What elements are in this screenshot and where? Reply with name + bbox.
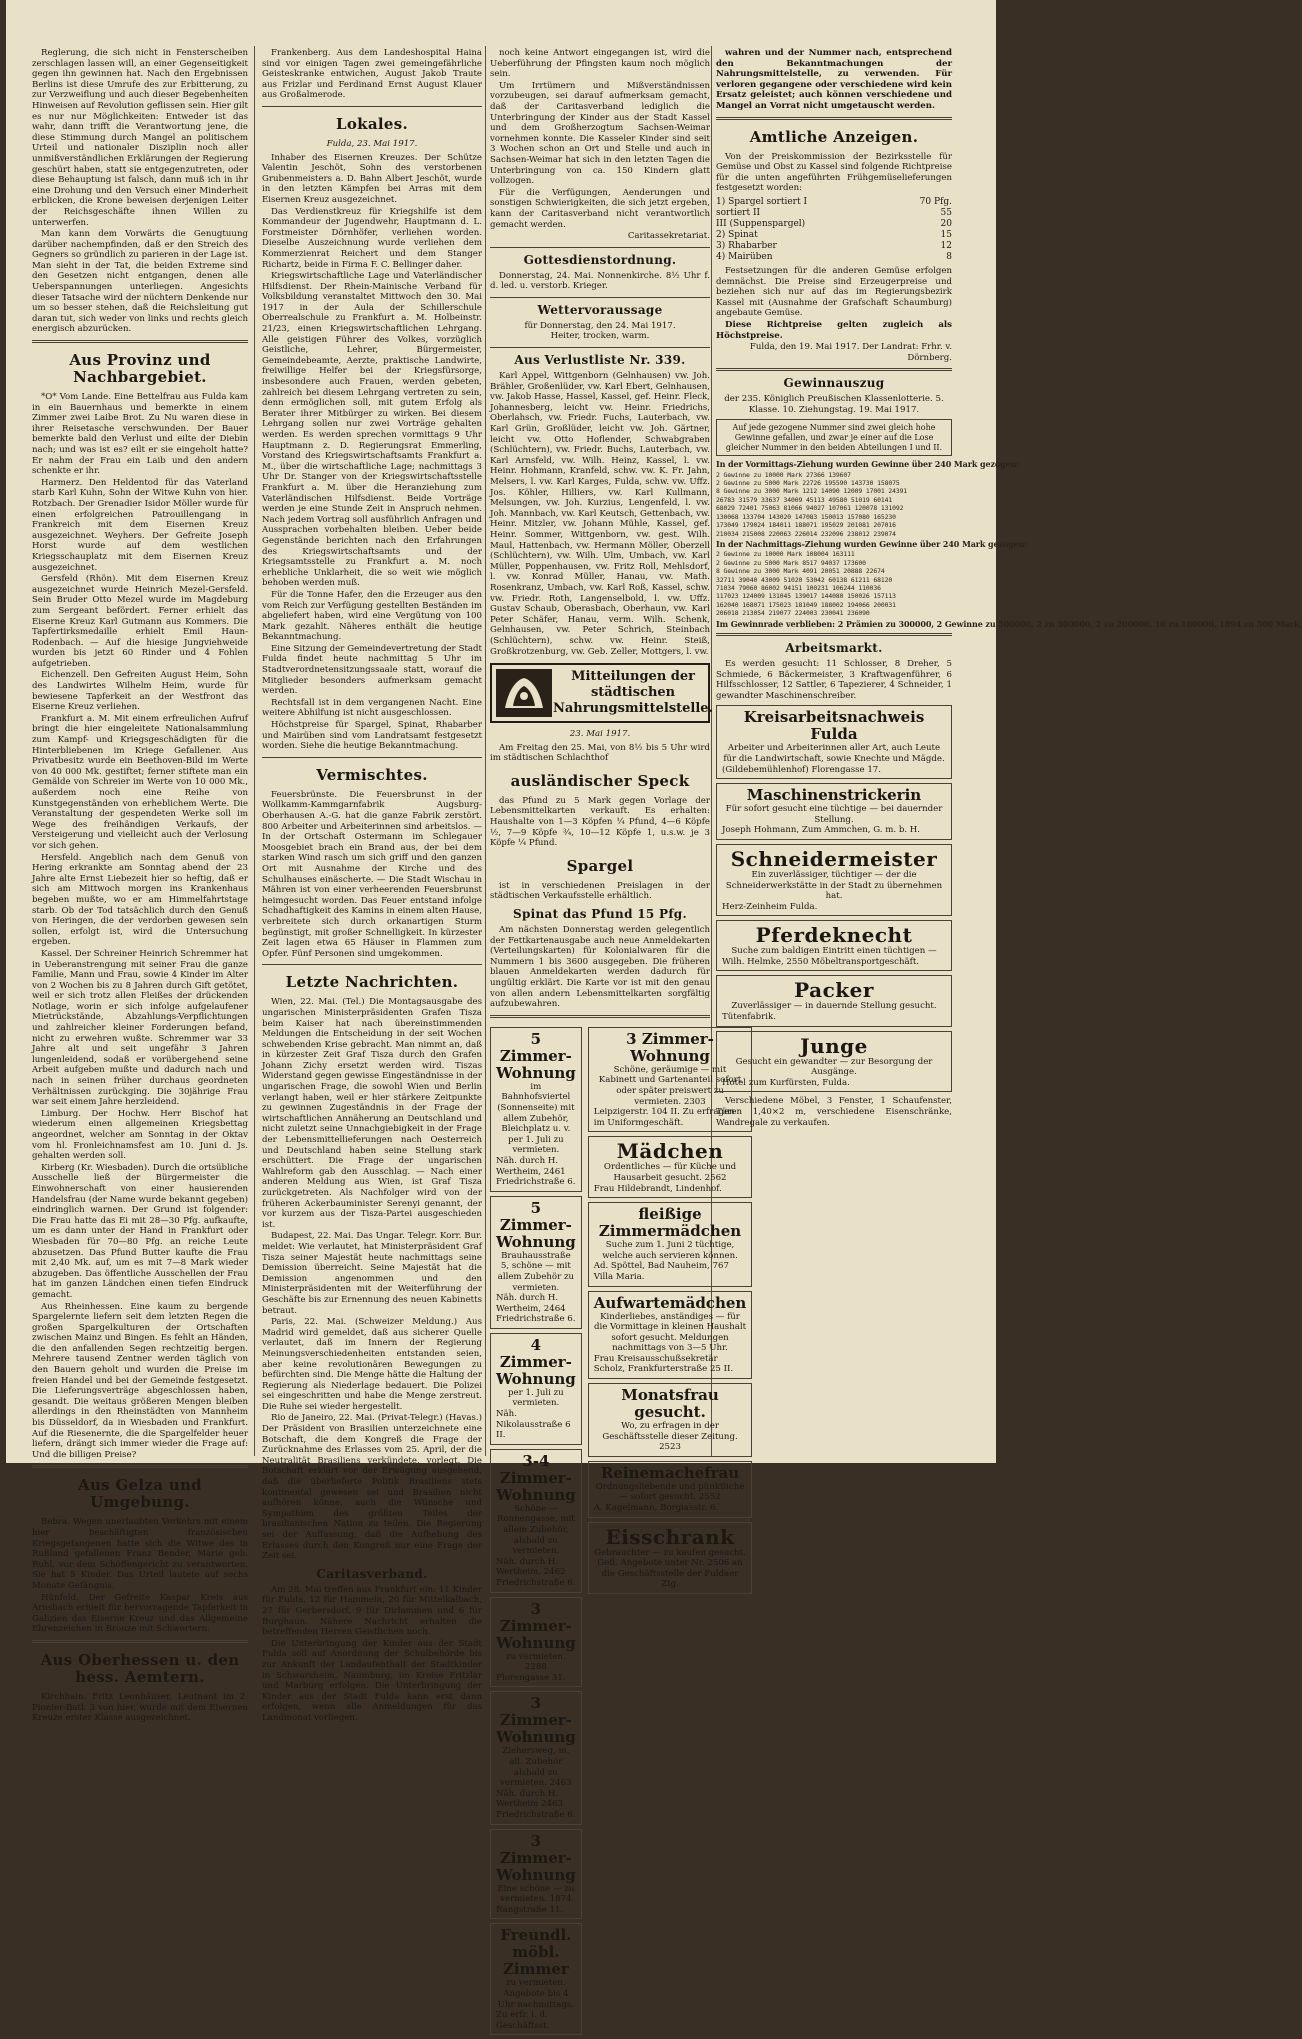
section-heading: Aus Verlustliste Nr. 339. (514, 353, 686, 368)
article-paragraph: Wien, 22. Mai. (Tel.) Die Montagsausgabe des ungarischen Ministerpräsidenten Grafen Tisza beim Kaiser hat nach übereinstimmenden Meldungen die Entscheidung in der seit Wochen schwebenden Krise gebracht. Man nimmt an, daß in kürzester Zeit Graf Tisza durch den Grafen Johann Zichy ersetzt werden wird. Tiszas Widerstand gegen gewisse Eingeständnisse in der ungarischen Frage, die sowohl Wien und Berlin verlangt haben, weil er hier stärkere Zeitpunkte zu gewinnen Zugeständnis in der Frage der wirtschaftlichen Annäherung an Deutschland und nicht zuletzt seine Unnachgiebigkeit in der Frage der Lebensmittellieferungen nach Oesterreich und Deutschland haben seine Stellung stark erschüttert. Die Frage der ungarischen Wahlreform gab den Ausschlag. — Nach einer anderen Meldung aus Wien, ist Graf Tisza zurückgetreten. Als Nachfolger wird von der früheren Ackerbauminister Serenyi genannt, der vor kurzem aus der Tisza-Partei ausgeschieden ist. (262, 997, 482, 1230)
classified-ad (490, 1196, 582, 1329)
classified-ad (490, 1027, 582, 1192)
article-paragraph: Festsetzungen für die anderen Gemüse erfolgen demnächst. Die Preise sind Erzeugerpreise und beziehen sich nur auf das im Regierungsbezirk Kassel mit (Ausnahme der Grafschaft Schaumburg) angebaute Gemüse. (716, 265, 952, 319)
divider (490, 1015, 710, 1018)
article-paragraph: Rechtsfall ist in dem vergangenen Nacht. Eine weitere Abhilfung ist nicht ausgeschlossen. (262, 697, 482, 719)
price-value: 55 (940, 207, 952, 218)
lottery-row: 2 Gewinne zu 5000 Mark 22726 195590 143730 158075 (716, 479, 900, 488)
section-heading: Aus Gelza und Umgebung. (78, 1476, 202, 1512)
ad-body: Ordentliches — für Küche und Hausarbeit gesucht. 2562 (603, 1162, 737, 1183)
lottery-row: 173049 179024 184011 188071 195029 201081 207016 (716, 521, 896, 530)
article-paragraph: Limburg. Der Hochw. Herr Bischof hat wiederum einen allgemeinen Kriegsbettag angeordnet, welcher am Sonntag in der Oktav vom hl. Fronleichnamsfest am 10. Juni d. Js. gehalten werden soll. (32, 1108, 248, 1162)
section-heading: Caritasverband. (316, 1566, 428, 1581)
ad-title: 5 Zimmer-Wohnung (496, 1198, 576, 1251)
article-paragraph: Kirchhain. Fritz Leonhäuser, Leutnant im 2. Pionier-Batl. 3 von hier, wurde mit dem Eisernen Kreuze erster Klasse ausgezeichnet. (32, 1691, 248, 1724)
ad-address: Joseph Hohmann, Zum Ammchen, G. m. b. H. (722, 825, 921, 836)
classified-ad (490, 1333, 582, 1445)
section-heading: Wettervoraussage (537, 302, 663, 317)
article-paragraph: Diese Richtpreise gelten zugleich als Höchstpreise. (716, 319, 952, 341)
price-row (716, 219, 952, 230)
article-paragraph: Feuersbrünste. Die Feuersbrunst in der Wollkamm-Kammgarnfabrik Augsburg-Oberhausen A.-G. hat die ganze Fabrik zerstört. 800 Arbeiter und Arbeiterinnen sind arbeitslos. — In der Ortschaft Ostermann im Schlegauer Moosgebiet brach ein Brand aus, der bei dem starken Wind rasch um sich griff und den ganzen Ort mit Ausnahme der Kirche und des Schulhauses einäscherte. — Die Stadt Wischau in Mähren ist von einer verheerenden Feuersbrunst heimgesucht worden. Das Feuer entstand infolge Schadhaftigkeit des Kamins in einem alten Hause, verbreitete sich durch orkanartigen Sturm begünstigt, mit großer Schnelligkeit. In kürzester Zeit lagen etwa 65 Häuser in Flammen zum Opfer. Fünf Personen sind umgekommen. (262, 789, 482, 959)
lottery-row: 32711 39040 43009 51020 53042 60138 61211 68120 (716, 575, 893, 584)
lottery-row: 162040 168071 175023 181049 188002 194066 200031 (716, 600, 896, 609)
lottery-row: 2 Gewinne zu 10000 Mark 27366 139607 (716, 470, 851, 479)
price-row (716, 208, 952, 219)
classified-ad (490, 1597, 582, 1688)
ad-address: Näh. durch H. Wertheim, 2464 Friedrichstraße 6. (496, 1293, 576, 1325)
column-1 (32, 48, 248, 1724)
ad-title: 4 Zimmer-Wohnung (496, 1335, 576, 1388)
ad-title: Monatsfrau gesucht. (621, 1386, 719, 1422)
forecast-text: Heiter, trocken, warm. (550, 331, 650, 342)
ad-body: Gesucht ein gewandter — zur Besorgung der Ausgänge. (735, 1056, 933, 1078)
ad-body: Schöne — Ronnengasse, mit allem Zubehör, alsbald zu vermieten. (497, 1503, 575, 1557)
ad-body: Eine schöne — zu vermieten. 1874 (497, 1883, 575, 1905)
ad-body: Ziehersweg, m. all. Zubehör alsbald zu vermieten. 2463 (500, 1746, 572, 1789)
price-value: 15 (940, 229, 952, 240)
article-paragraph: Inhaber des Eisernen Kreuzes. Der Schütze Valentin Jeschöt, Sohn des verstorbenen Grubenmeisters a. D. Bahn Albert Jeschöt, wurde in den letzten Kämpfen bei Arras mit dem Eisernen Kreuz ausgezeichnet. (262, 152, 482, 205)
signature: Fulda, den 19. Mai 1917. Der Landrat: Frhr. v. Dörnberg. (749, 342, 952, 363)
article-paragraph: Eichenzell. Den Gefreiten August Heim, Sohn des Landwirtes Wilhelm Heim, wurde für bewiesene Tapferkeit an der Westfront das Eiserne Kreuz verliehen. (32, 670, 248, 713)
article-paragraph: Verschiedene Möbel, 3 Fenster, 1 Schaufenster, Türen 1,40×2 m, verschiedene Eisenschränke, Wandregale zu verkaufen. (716, 1096, 952, 1128)
ad-body: im Bahnhofsviertel (Sonnenseite) mit allem Zubehör, Bleichplatz u. v. per 1. Juli zu vermieten. (497, 1081, 575, 1156)
ad-title: Schneidermeister (730, 846, 938, 871)
classified-area (490, 1023, 747, 2039)
ad-address: Frau Kreisausschußsekretär Scholz, Frankfurterstraße 25 II. (593, 1353, 734, 1375)
divider (32, 1640, 248, 1643)
section-heading: Vermischtes. (316, 765, 428, 784)
article-paragraph: Reglerung, die sich nicht in Fensterscheiben zerschlagen lassen will, an einer Gegenseitigkeit gegen ihn gewinnen hat. Nach den Ergebnissen Berlins ist diese Umrufe des zur Erbitterung, zu zur Verzweiflung und auch dieser Begebenheiten Hinweisen auf Revolution geflissen sein. Hier gilt es nur nur Möglichkeiten: Entweder ist das wahr, dann trifft die Verantwortung jene, die diese Stimmung durch Mangel an politischem Urteil und nationaler Disziplin noch aller unmißverständlichen Erklärungen der Regierung geschürt haben, statt sie entgegenzutreten, oder diese Behauptung ist falsch, dann muß ich in ihr eine Drohung und den Versuch einer Minderheit erblicken, die Krone beweisen derjenigen Leiter der Reichsgeschäfte ihnen Willen zu unterwerfen. (32, 48, 248, 228)
section-heading: Lokales. (336, 114, 408, 133)
ad-title: Freundl. möbl. Zimmer (500, 1926, 572, 1979)
lottery-row: 2 Gewinne zu 5000 Mark 8517 94037 173600 (716, 558, 866, 567)
article-paragraph: Kirberg (Kr. Wiesbaden). Durch die ortsübliche Ausschelle ließ der Bürgermeister die Einwohnerschaft von einer hausierenden Handelsfrau (der Name wurde bekannt gegeben) eindringlich warnen. Der Grund ist folgender: Die Frau hatte das Ei mit 28—30 Pfg. aufkaufte, um es dann unter der Hand in Frankfurt oder Wiesbaden für 70—80 Pfg. an reiche Leute abzusetzen. Das Pfund Butter kaufte die Frau mit 2,40 Mk. auf, um es mit 7—8 Mark wieder abzugeben. Das öffentliche Ausschellen der Frau hat im ganzen Ländchen einen tiefen Eindruck gemacht. (32, 1162, 248, 1300)
lottery-row: 26783 31579 33637 34009 45113 49580 51019 60141 (716, 495, 893, 504)
price-label: 1) Spargel sortiert I (716, 196, 808, 207)
ad-body: Für sofort gesucht eine tüchtige — bei dauernder Stellung. (725, 804, 943, 825)
lottery-row: 8 Gewinne zu 3000 Mark 1212 14090 12009 17001 24391 (716, 487, 908, 496)
divider (490, 247, 710, 248)
ad-title: 3 Zimmer-Wohnung (496, 1831, 576, 1884)
price-row (716, 197, 952, 208)
ad-body: Wo, zu erfragen in der Geschäftsstelle dieser Zeitung. 2523 (602, 1421, 738, 1453)
article-paragraph: Paris, 22. Mai. (Schweizer Meldung.) Aus Madrid wird gemeldet, daß aus sicherer Quelle verlautet, daß im Innern der Regierung Meinungsverschiedenheiten entstanden seien, aber keine revolutionären Bewegungen zu befürchten sind. Die Menge hätte die Haltung der Regierung als Niederlage bedauert. Die Polizei sei eingeschritten und habe die Menge zerstreut. Die Ruhe sei wieder hergestellt. (262, 1317, 482, 1412)
price-label: 2) Spinat (716, 229, 758, 240)
ad-address: Ad. Spöttel, Bad Nauheim, 767 Villa Maria. (593, 1261, 729, 1282)
article-paragraph: noch keine Antwort eingegangen ist, wird die Ueberführung der Pfingsten kaum noch möglich sein. (490, 48, 710, 80)
article-paragraph: Für die Tonne Hafer, den die Erzeuger aus den vom Reich zur Verfügung gestellten Beständen im abgeliefert haben, wird eine Vergütung von 100 Mark gezahlt. Näheres enthält die heutige Bekanntmachung. (262, 589, 482, 643)
divider (262, 106, 482, 107)
ad-body: zu vermieten. 2288 (506, 1651, 566, 1673)
lottery-footer: Im Gewinnrade verblieben: 2 Prämien zu 300000, 2 Gewinne zu 500000, 2 zu 300000, 2 zu 200000, 10 zu 100000, 1894 zu 500 Mark. (716, 618, 1302, 629)
classified-ad (588, 1522, 753, 1594)
article-paragraph: Kassel. Der Schreiner Heinrich Schremmer hat in Ueberanstrengung mit seiner Frau die ganze Familie, Mann und Frau, sowie 4 Kinder im Alter von 2 Wochen bis zu 8 Jahren durch Gift getötet, weil er sich trotz allen Fleißes der drückenden Notlage, worin er sich infolge aufgelaufener Mietrückstände, Abzahlungs-Verpflichtungen und zahlreicher kleiner Forderungen befand, nicht zu erwehren wußte. Schremmer war 33 Jahre alt und seit ungefähr 3 Jahren lungenleidend, sodaß er vorübergehend seine Arbeit aufgeben mußte und dadurch nach und nach in seinen früher durchaus geordneten Verhältnissen zurückging. Die 30jährige Frau war seit einem Jahre herzleidend. (32, 948, 248, 1108)
lottery-row: 71034 79060 86002 94151 100231 106244 110036 (716, 583, 881, 592)
classified-ad (716, 1031, 952, 1093)
lottery-notice: Auf jede gezogene Nummer sind zwei gleich hohe Gewinne gefallen, und zwar je einer auf die Lose gleicher Nummer in den beiden Abteilungen I und II. (716, 419, 952, 456)
column-2 (262, 48, 482, 1723)
classified-ad (490, 1923, 582, 2035)
ad-title: Pferdeknecht (755, 923, 913, 948)
classified-ad (490, 1449, 582, 1593)
classified-ad (490, 1691, 582, 1824)
ad-address: Rangstraße 11. (496, 1904, 564, 1915)
classified-ad (716, 705, 952, 779)
article-paragraph: Aus Rheinhessen. Eine kaum zu bergende Spargelernte liefern seit dem letzten Regen die großen Spargelkulturen der Ortschaften zwischen Mainz und Bingen. Es fehlt an Händen, die den anfallenden Segen rechtzeitig bergen. Mehrere tausend Zentner werden täglich von den Bauern geholt und wurden die Preise im freien Handel und bei der Gemeinde festgesetzt. Die Lieferungsverträge abgeschlossen haben, gesandt. Die weitaus größeren Mengen bleiben allerdings in den Rheinstädten von Mannheim bis Düsseldorf, da in Wiesbaden und Frankfurt. Auf die Riesenernte, die die Spargelfelder heuer liefern, drängt sich immer wieder die Frage auf: Und die billigen Preise? (32, 1301, 248, 1460)
divider (490, 297, 710, 298)
lottery-subtitle: der 235. Königlich Preußischen Klassenlotterie. 5. Klasse. 10. Ziehungstag. 19. Mai 1917. (724, 394, 944, 415)
lottery-row: 2 Gewinne zu 10000 Mark 108004 163111 (716, 550, 855, 559)
ad-title: fleißige Zimmermädchen (598, 1205, 742, 1241)
ad-address: Florengasse 31. (496, 1672, 566, 1683)
ad-body: per 1. Juli zu vermieten. (508, 1387, 564, 1409)
section-heading: Letzte Nachrichten. (285, 973, 459, 992)
forecast-date: für Donnerstag, den 24. Mai 1917. (524, 320, 676, 331)
ad-title: Maschinenstrickerin (746, 786, 922, 805)
product-heading: Spargel (566, 856, 634, 875)
ad-body: Ein zuverlässiger, tüchtiger — der die Schneiderwerkstätte in der Stadt zu übernehmen hat. (725, 869, 943, 902)
notice-header (490, 663, 714, 723)
ad-title: 3-4 Zimmer-Wohnung (496, 1451, 576, 1504)
article-paragraph: Für die Verfügungen, Aenderungen und sonstigen Schwierigkeiten, die sich jetzt ergeben, kann der Caritasverband nicht verantwortlich gemacht werden. (490, 187, 710, 230)
article-paragraph: *O* Vom Lande. Eine Bettelfrau aus Fulda kam in ein Bauernhaus und bemerkte in einem Zimmer zwei Laibe Brot. Zu Nu waren diese in ihrer Reisetasche verschwunden. Der Bauer bemerkte bald den Verlust und eilte der Diebin nach; und was ist es? eilt er sie eingeholt hatte? Er nahm der Frau ein Laib und den andern schenkte er ihr. (32, 392, 248, 477)
article-paragraph: Das Verdienstkreuz für Kriegshilfe ist dem Kommandeur der Jugendwehr, Hauptmann d. L. Forstmeister Dörnhöfer, verliehen worden. Dieselbe Auszeichnung wurde verliehen dem Kommerzienrat Reichert und dem Stanger Richartz, beide in Firma F. C. Bellinger daher. (262, 206, 482, 270)
ad-body: Kinderliebes, anständiges — für die Vormittage in kleinen Haushalt sofort gesucht. Meldungen nachmittags von 3—5 Uhr. (593, 1311, 747, 1354)
price-value: 70 Pfg. (919, 196, 952, 207)
newspaper-page (6, 0, 1302, 2031)
lottery-row: 117023 124009 131045 139017 144080 150026 157113 (716, 592, 896, 601)
ad-body: zu vermieten. Angebote bis 4 Uhr nachmittags. (497, 1978, 574, 2010)
article-paragraph: Am nächsten Donnerstag werden gelegentlich der Fettkartenausgabe auch neue Anmeldekarten (Verteilungskarten) für Kolonialwaren für die Nummern 1 bis 3600 ausgegeben. Die früheren blauen Anmeldekarten werden dadurch für ungültig erklärt. Die Karte vor ist mit den genau von allen andern Lebensmittelkarten sorgfältig aufzubewahren. (490, 925, 710, 1010)
dateline: 23. Mai 1917. (569, 729, 631, 740)
ad-address: Frau Hildebrandt, Lindenhof. (593, 1183, 722, 1194)
ad-address: (Gildebemühlenhof) Florengasse 17. (722, 764, 881, 775)
lottery-row: 206018 213054 219077 224003 230041 236090 (716, 609, 870, 618)
lottery-row: 8 Gewinne zu 3000 Mark 4091 20051 20888 22674 (716, 567, 885, 576)
classified-ad (716, 975, 952, 1026)
column-rule (254, 46, 255, 1456)
article-paragraph: Es werden gesucht: 11 Schlosser, 8 Dreher, 5 Schmiede, 6 Bäckermeister, 3 Kraftwagenführer, 6 Hilfsschlosser, 12 Sattler, 6 Tapezierer, 4 Schneider, 1 gewandter Maschinenschreiber. (716, 658, 952, 701)
city-emblem-icon (495, 668, 553, 718)
article-paragraph: Kriegswirtschaftliche Lage und Vaterländischer Hilfsdienst. Der Rhein-Mainische Verband für Volksbildung veranstaltet Mittwoch den 30. Mai 1917 in der Aula der Schillerschule Oberrealschule zu Frankfurt a. M. Holbeinstr. 21/23, einen Kriegswirtschaftlichen Lehrgang. Alle geistigen Führer des Volkes, vorzüglich Geistliche, Lehrer, Bürgermeister, Gemeindebeamte, Aerzte, praktische Landwirte, freiwillige Helfer bei der Kriegsfürsorge, insbesondere auch Frauen, werden gebeten, zahlreich bei diesem Lehrgang vertreten zu sein, denn ermöglichen soll, mit gutem Erfolg als Berater ihrer Mitbürger zu wirken. Bei diesem Lehrgang sollen nur zwei Vorträge gehalten werden. Es werden sprechen vormittags 9 Uhr Hauptmann z. D. Regierungsrat Emmerling, Vorstand des Kriegswirtschaftsamts Frankfurt a. M., über die wirtschaftliche Lage; nachmittags 3 Uhr Dr. Stanger von der Kriegswirtschaftsstelle Frankfurt a. M. über die Heranziehung zum Vaterländischen Hilfsdienst. Beide Vorträge werden je eine Stunde Zeit in Anspruch nehmen. Nach jedem Vortrag soll ausführlich Anfragen und Aussprachen vorbehalten bleiben. Ueber beide Gegenstände berichten nach den Erfahrungen des Kriegswirtschaftsamts und der Kriegsamtsstelle zu Frankfurt a. M. noch erhebliche Unklarheit, die so weit wie möglich behoben werden muß. (262, 271, 482, 589)
article-paragraph: Hünfeld. Der Gefreite Kaspar Kreis aus Arnsbach erhielt für hervorragende Tapferkeit in Galizien das Eiserne Kreuz und das Allgemeine Ehrenzeichen in Bronze mit Schwertern. (32, 1592, 248, 1635)
product-heading: Spinat das Pfund 15 Pfg. (513, 907, 687, 922)
ad-address: A. Kagelmann, Borgiasstr. 6. (593, 1503, 719, 1514)
ad-title: Mädchen (616, 1139, 724, 1164)
divider (716, 633, 952, 636)
divider (32, 1465, 248, 1468)
lottery-subheading: In der Nachmittags-Ziehung wurden Gewinne über 240 Mark gezogen: (716, 538, 1028, 549)
article-paragraph: Am 28. Mai treffen aus Frankfurt ein: 11 Kinder für Fulda, 12 für Hammeln, 20 für Mittelkalbach, 27 für Gerbersdorf, 9 für Dirlammen und 6 für Burghaun. Nähere Nachricht erhalten die betreffenden Herren Geistlichen noch. (262, 1584, 482, 1638)
ad-address: Näh. durch H. Wertheim, 2462 Friedrichstraße 6. (496, 1556, 576, 1588)
lottery-subheading: In der Vormittags-Ziehung wurden Gewinne über 240 Mark gezogen: (716, 459, 1020, 470)
divider (716, 368, 952, 371)
ad-body: Zuverlässiger — in dauernde Stellung gesucht. (731, 1001, 937, 1012)
divider (262, 757, 482, 758)
ad-address: Näh. Nikolausstraße 6 II. (496, 1409, 571, 1441)
classified-ad (490, 1829, 582, 1920)
article-paragraph: ist in verschiedenen Preislagen in der städtischen Verkaufsstelle erhältlich. (490, 880, 710, 902)
ad-address: Zu erfr. i. d. Geschäftsst. (496, 2010, 550, 2031)
article-paragraph: Man kann dem Vorwärts die Genugtuung darüber nachempfinden, daß er den Streich des Gegners so gründlich zu parieren in der Lage ist. Man sieht in der Tat, die beiden Extreme sind den Gesetzen nicht entgangen, denen alle Ueberspannungen unterliegen. Angesichts dieser Tatsache wird der nüchtern Denkende nur um so besser stehen, daß die Reichsleitung gut daran tut, sich weder von links und rechts gleich energisch abzurücken. (32, 229, 248, 335)
ad-title: Kreisarbeitsnachweis Fulda (743, 708, 925, 744)
ad-body: Brauhausstraße 5, schöne — mit allem Zubehör zu vermieten. (497, 1250, 575, 1293)
ad-title: Junge (800, 1033, 868, 1058)
article-paragraph: Rio de Janeiro, 22. Mai. (Privat-Telegr.) (Havas.) Der Präsident von Brasilien unterzeichnete eine Botschaft, die dem Kongreß die Frage der Zurücknahme des Erlasses vom 25. April, der die Neutralität Brasiliens verkündete, vorlegt. Die Botschaft erklärt vor der Erwägung ausgehend, daß die überlieferte Politik Brasiliens stets kontinental gewesen sei und Brasilien nicht aufhören könne, auch die Wünsche und Sympathien des größten Teiles der brasilianischen Nation zu teilen. Die Regierung sei der Auffassung, daß die Aufhebung des Erlasses durch den Kongreß nur eine Frage der Zeit sei. (262, 1413, 482, 1562)
ad-address: Tütenfabrik. (722, 1012, 776, 1023)
section-heading: Gottesdienstordnung. (523, 252, 677, 267)
article-paragraph: Budapest, 22. Mai. Das Ungar. Telegr. Korr. Bur. meldet: Wie verlautet, hat Ministerpräsident Graf Tisza seiner Majestät heute nachmittags seine Demission überreicht. Seine Majestät hat die Demission angenommen und den Ministerpräsidenten mit der Weiterführung der Geschäfte bis zur Ernennung des neuen Kabinetts betraut. (262, 1231, 482, 1316)
article-paragraph: Die Unterbringung der Kinder aus der Stadt Fulda soll auf Anordnung der Schulbehörde bis zur Ankunft der Landaufenthalt der Stadtkinder in Schwarzheim, Naumburg, im Kreise Fritzlar und Marburg erfolgen. Die Unterbringung der Kinder aus der Stadt Fulda kann erst dann erfolgen, wenn alle Anmeldungen für das Landmonat vorliegen. (262, 1638, 482, 1723)
ad-title: Packer (794, 978, 874, 1003)
article-paragraph: Von der Preiskommission der Bezirksstelle für Gemüse und Obst zu Kassel sind folgende Richtpreise für die unten angeführten Frühgemüselieferungen festgesetzt worden: (716, 151, 952, 194)
price-label: sortiert II (716, 207, 761, 218)
article-paragraph: Harmerz. Den Heldentod für das Vaterland starb Karl Kuhn, Sohn der Witwe Kuhn von hier. Rotzbach. Der Grenadier Isidor Möller wurde für einen erfolgreichen Patrouillengang in Frankreich mit dem Eisernen Kreuz ausgezeichnet. Weyhers. Der Gefreite Joseph Horst wurde auf dem westlichen Kriegsschauplatz mit dem Eisernen Kreuz ausgezeichnet. (32, 477, 248, 573)
article-paragraph: Hersfeld. Angeblich nach dem Genuß von Hering erkrankte am Sonntag abend der 23 Jahre alte Ernst Liebezeit hier so heftig, daß er sich am Mittwoch morgen ins Krankenhaus begeben mußte, wo er am Himmelfahrtstage starb. Ob der Tod tatsächlich durch den Genuß von Heringen, die der verdorben gewesen sein sollen, erfolgt ist, wird die Untersuchung ergeben. (32, 852, 248, 948)
divider (716, 117, 952, 120)
ad-body: Suche zum baldigen Eintritt einen tüchtigen — (731, 946, 937, 957)
ad-body: Ordnungsliebende und pünktliche — sofort gesucht. 2552 (595, 1481, 745, 1503)
ad-address: Näh. durch H. Wertheim 2463 Friedrichstraße 6. (496, 1788, 576, 1820)
article-paragraph: Am Freitag den 25. Mai, von 8½ bis 5 Uhr wird im städtischen Schlachthof (490, 742, 710, 764)
price-row (716, 230, 952, 241)
ad-title: 3 Zimmer-Wohnung (496, 1694, 576, 1747)
ad-address: Wilh. Helmke, 2550 Möbeltransportgeschäft. (722, 956, 920, 967)
section-heading: Amtliche Anzeigen. (749, 127, 919, 146)
article-paragraph: Um Irrtümern und Mißverständnissen vorzubeugen, sei darauf aufmerksam gemacht, daß der Caritasverband lediglich die Unterbringung der Kinder aus der Stadt Kassel und dem Großherzogtum Sachsen-Weimar vornehmen konnte. Die Kasseler Kinder sind seit 3 Wochen schon an Ort und Stelle und auch in Sachsen-Weimar hat sich in den letzten Tagen die Unterbringung von ca. 150 Kindern glatt vollzogen. (490, 80, 710, 187)
ad-title: Reinemachefrau (600, 1463, 740, 1482)
product-heading: ausländischer Speck (510, 771, 690, 790)
price-table (716, 197, 952, 263)
article-paragraph: Eine Sitzung der Gemeindevertretung der Stadt Fulda findet heute nachmittag 5 Uhr im Stadtverordnetensitzungssaale statt, worauf die Mitglieder besonders aufmerksam gemacht werden. (262, 643, 482, 697)
article-paragraph: Höchstpreise für Spargel, Spinat, Rhabarber und Mairüben sind vom Landratsamt festgesetzt worden. Siehe die heutige Bekanntmachung. (262, 720, 482, 752)
ad-title: 3 Zimmer-Wohnung (496, 1599, 576, 1652)
price-value: 20 (940, 218, 952, 229)
ad-address: Herz-Zeinheim Fulda. (722, 901, 818, 912)
dateline: Fulda, 23. Mai 1917. (326, 138, 418, 149)
price-label: 3) Rhabarber (716, 240, 777, 251)
ad-body: Suche zum 1. Juni 2 tüchtige, welche auch servieren können. (602, 1240, 738, 1261)
price-row (716, 241, 952, 252)
column-rule (485, 46, 486, 1456)
divider (32, 340, 248, 343)
ad-address: Näh. durch H. Wertheim, 2461 Friedrichstraße 6. (496, 1155, 576, 1188)
lottery-row: 210034 215008 220063 226014 232096 238012 239074 (716, 529, 896, 538)
section-heading: Arbeitsmarkt. (785, 640, 883, 655)
column-4 (716, 48, 1302, 1453)
article-paragraph: Donnerstag, 24. Mai. Nonnenkirche. 8½ Uhr f. d. led. u. verstorb. Krieger. (490, 270, 710, 292)
ad-body: Arbeiter und Arbeiterinnen aller Art, auch Leute für die Landwirtschaft, sowie Knechte und Mägde. (723, 743, 945, 764)
ad-body: Gebrauchter — zu kaufen gesucht. Gefl. Angebote unter Nr. 2506 an die Geschäftsstelle der Fuldaer Ztg. (594, 1547, 746, 1590)
lottery-row: 68029 72401 75063 81066 94027 107061 120078 131092 (716, 504, 904, 513)
ad-address: Hotel zum Kurfürsten, Fulda. (722, 1077, 850, 1088)
price-label: III (Suppenspargel) (716, 218, 806, 229)
signature: Caritassekretariat. (627, 231, 710, 242)
lottery-row: 130068 133704 143020 147083 150013 157080 165230 (716, 512, 896, 521)
classified-ad (716, 783, 952, 840)
ad-title: Aufwartemädchen (593, 1293, 747, 1312)
classified-ad (588, 1461, 753, 1518)
price-value: 8 (946, 251, 952, 262)
price-row (716, 252, 952, 263)
ad-address: Leipzigerstr. 104 II. Zu erfragen im Uniformgeschäft. (593, 1107, 735, 1128)
classified-ad (716, 844, 952, 916)
article-paragraph: Bebra. Wegen unerlaubten Verkehrs mit einem hier beschäftigten französischen Kriegsgefangenen hatte sich die Witwe des in Rußland gefallenen Franz Bender, Marie geb. Ruhl, vor dem Schöffengericht zu verantworten. Sie hat 5 Kinder. Das Urteil lautete auf sechs Monate Gefängnis. (32, 1517, 248, 1591)
price-value: 12 (940, 240, 952, 251)
article-paragraph: Frankfurt a. M. Mit einem erfreulichen Aufruf bringt die hier eingeleitete Nationalsammlung zum Kampf- und Kriegsgeschädigten für die Hinterbliebenen im Kriege Gefallener. Aus Privatbesitz wurde ein Beethoven-Bild im Werte von 40 000 Mk. gestiftet; ferner stiftete man ein Gemälde von Schreier im Werte von 10 000 Mk., außerdem noch eine Reihe von Kunstgegenständen von erheblichem Werte. Die Veranstaltung der gespendeten Werke soll im Wege des freihändigen Verkaufs, der Versteigerung und vielleicht auch der Verlosung vor sich gehen. (32, 713, 248, 851)
divider (490, 347, 710, 348)
divider (262, 964, 482, 965)
article-paragraph: das Pfund zu 5 Mark gegen Vorlage der Lebensmittelkarten verkauft. Es erhalten: Haushalte von 1—3 Köpfen ¼ Pfund, 4—6 Köpfe ½, 7—9 Köpfe ¾, 10—12 Köpfe 1, u.s.w. je 3 Köpfe ¼ Pfund. (490, 795, 710, 849)
section-heading: Gewinnauszug (783, 376, 885, 391)
lottery-results (716, 459, 1302, 629)
section-heading: Aus Provinz und Nachbargebiet. (69, 351, 211, 387)
article-paragraph: wahren und der Nummer nach, entsprechend den Bekanntmachungen der Nahrungsmittelstelle, zu verwenden. Für verloren gegangene oder verschiedene wird kein Ersatz geleistet; auch können verschiedene und Mangel an Vorrat nicht umgetauscht werden. (716, 48, 952, 111)
article-paragraph: Frankenberg. Aus dem Landeshospital Haina sind vor einigen Tagen zwei gemeingefährliche Geisteskranke entwichen, August Jakob Traute aus Frizlar und Ferdinand Ernst August Klauer aus Großalmerode. (262, 48, 482, 101)
notice-title: Mitteilungen der städtischen Nahrungsmittelstelle. (553, 669, 714, 717)
article-paragraph: Gersfeld (Rhön). Mit dem Eisernen Kreuz ausgezeichnet wurde Heinrich Mezel-Gersfeld. Sein Bruder Otto Mezel wurde im Magdeburg zum Sergeant befördert. Ferner erhielt das Eiserne Kreuz Karl Gutmann aus Kommers. Die Tapfertirksmedaille erhielt Emil Haun-Rodenbach. — Auf die hiesige Jungviehweide wurden bis jetzt 60 Rinder und 4 Fohlen aufgetrieben. (32, 574, 248, 669)
ad-body: Schöne, geräumige — mit Kabinett und Gartenanteil sofort oder später preiswert zu vermieten. 2303 (598, 1064, 742, 1107)
casualty-list: Karl Appel, Wittgenborn (Gelnhausen) vw. Joh. Brähler, Großenlüder, vw. Karl Ebert, Gelnhausen, vw. Jakob Hasse, Hassel, Kassel, gef. Heinr. Fleck, Johannesberg, leicht vw. Heinr. Friedrichs, Oberlahsch, vw. Friedr. Fuchs, Lauterbach, vw. Karl Grün, Großlüder, leicht vw. Joh. Gärtner, leicht vw. Otto Hoflender, Schwabgraben (Schlüchtern), vw. Friedr. Buchs, Lauterbach, vw. Karl Arnsfeld, vw. Wilh. Heinz, Kassel, l. vw. Heinr. Hohmann, Kranfeld, schw. vw. K. Fr. Jahn, Melsers, l. vw. Karl Karges, Fulda, schw. vw. Uffz. Jos. Köhler, Hilliers, vw. Karl Kullmann, Melsungen, vw. Joh. Kurzius, Lengenfeld, l. vw. Joh. Mannbach, vw. Karl Keutsch, Gettenbach, vw. Heinr. Mitzler, vw. Johann Mühle, Kassel, gef. Heinr. Sommer, Wittgenborn, vw. gest. Wilh. Maul, Hattenbach, vw. Hermann Möller, Oberzell (Schlüchtern), vw. Wilh. Ulm, Umbach, vw. Karl Müller, Poppenhausen, vw. Fritz Roll, Mehlsdorf, l. vw. Konrad Müller, Hanau, vw. Math. Rosenkranz, Umbach, vw. Karl Roß, Kassel, schw. vw. Friedr. Roth, Langenselbold, l. vw. Uffz. Gustav Schaub, Oberasbach, Oberhaun, vw. Karl Peter Schäfer, Hanau, verm. Wilh. Schenk, Gelnhausen, vw. Peter Schrich, Steinbach (Schlüchtern), schw. vw. Heinr. Steiß, Großkrotzenburg, vw. Geb. Zeller, Mottgers, l. vw. (490, 371, 710, 657)
classified-ad (716, 920, 952, 971)
classified-column (490, 1023, 582, 2039)
price-label: 4) Mairüben (716, 251, 773, 262)
section-heading: Aus Oberhessen u. den hess. Aemtern. (40, 1650, 240, 1686)
ad-title: 5 Zimmer-Wohnung (496, 1029, 576, 1082)
ad-title: Eisschrank (605, 1524, 735, 1549)
ad-title: 3 Zimmer-Wohnung (626, 1029, 714, 1065)
